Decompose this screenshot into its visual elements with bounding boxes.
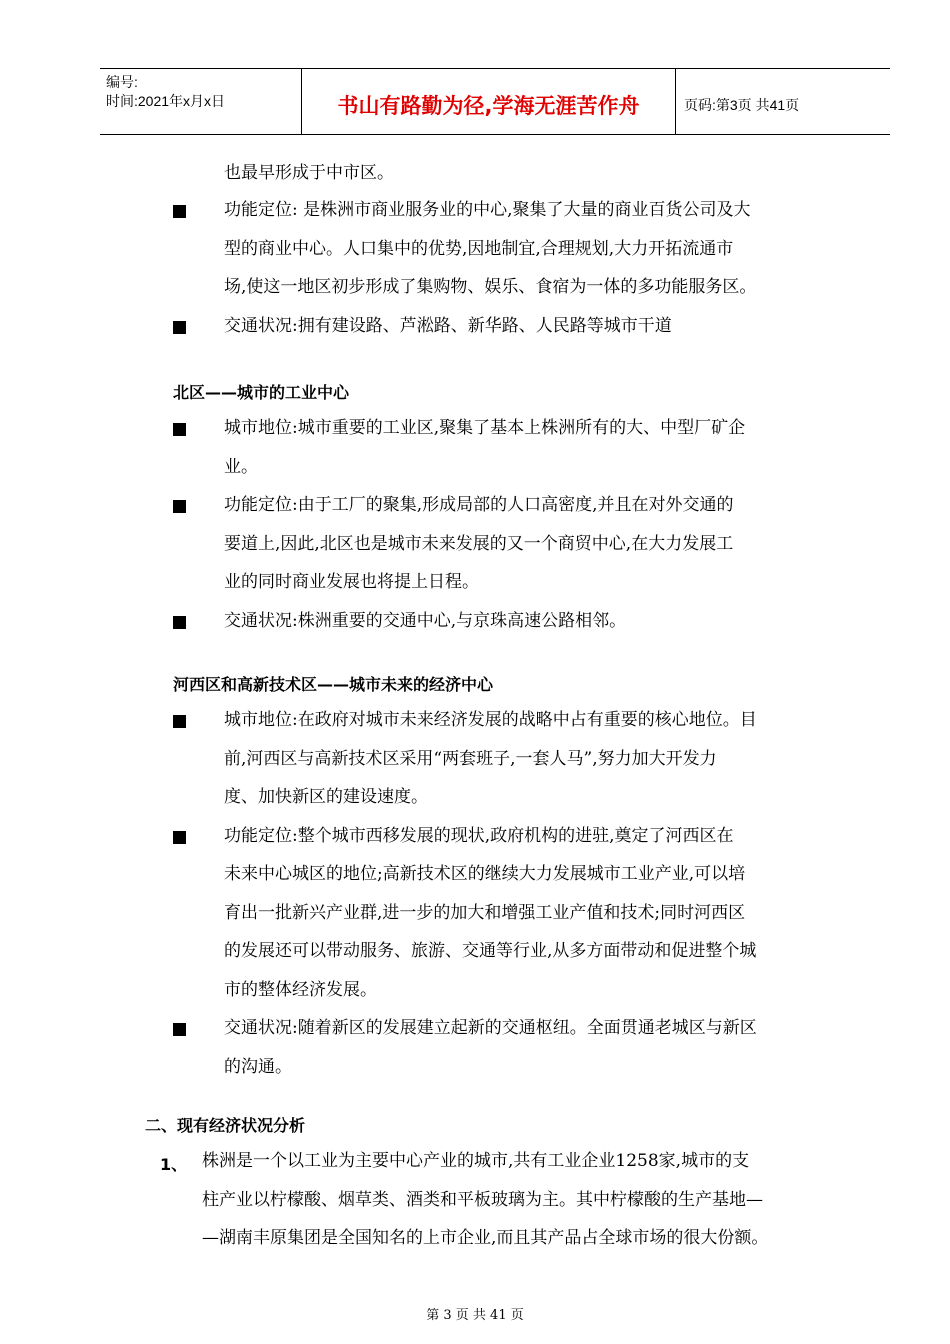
bullet-square-icon	[173, 616, 186, 629]
bullet-text-line: 城市地位:在政府对城市未来经济发展的战略中占有重要的核心地位。目	[224, 710, 757, 730]
bullet-square-icon	[173, 423, 186, 436]
bullet-text-line: 功能定位:由于工厂的聚集,形成局部的人口高密度,并且在对外交通的	[224, 495, 734, 515]
bullet-text-line: 业。	[224, 456, 258, 477]
page-header	[100, 68, 890, 135]
paragraph-line: 也最早形成于中市区。	[224, 163, 394, 183]
paragraph-line: —湖南丰原集团是全国知名的上市企业,而且其产品占全球市场的很大份额。	[202, 1228, 769, 1248]
page-footer: 第 3 页 共 41 页	[426, 1308, 524, 1323]
bullet-square-icon	[173, 500, 186, 513]
section-heading: 北区——城市的工业中心	[173, 383, 350, 402]
bullet-square-icon	[173, 831, 186, 844]
section-heading: 河西区和高新技术区——城市未来的经济中心	[173, 675, 494, 694]
bullet-text-line: 场,使这一地区初步形成了集购物、娱乐、食宿为一体的多功能服务区。	[224, 277, 757, 297]
header-motto: 书山有路勤为径,学海无涯苦作舟	[302, 69, 676, 134]
paragraph-line: 株洲是一个以工业为主要中心产业的城市,共有工业企业1258家,城市的支	[202, 1151, 750, 1171]
bullet-square-icon	[173, 321, 186, 334]
header-meta	[100, 69, 302, 134]
bullet-text-line: 的发展还可以带动服务、旅游、交通等行业,从多方面带动和促进整个城	[224, 941, 757, 961]
list-number: 1、	[160, 1155, 188, 1174]
section-heading: 二、现有经济状况分析	[145, 1116, 306, 1135]
bullet-text-line: 未来中心城区的地位;高新技术区的继续大力发展城市工业产业,可以培	[224, 864, 746, 884]
bullet-text-line: 业的同时商业发展也将提上日程。	[224, 572, 479, 592]
document-number-label: 编号:	[106, 74, 138, 90]
bullet-text-line: 交通状况:拥有建设路、芦淞路、新华路、人民路等城市干道	[224, 315, 672, 336]
bullet-text-line: 度、加快新区的建设速度。	[224, 787, 428, 807]
document-date: 时间:2021年x月x日	[106, 93, 226, 109]
bullet-text-line: 型的商业中心。人口集中的优势,因地制宜,合理规划,大力开拓流通市	[224, 238, 734, 259]
bullet-text-line: 功能定位: 是株洲市商业服务业的中心,聚集了大量的商业百货公司及大	[224, 200, 751, 220]
bullet-square-icon	[173, 715, 186, 728]
bullet-text-line: 市的整体经济发展。	[224, 979, 377, 1000]
paragraph-line: 柱产业以柠檬酸、烟草类、酒类和平板玻璃为主。其中柠檬酸的生产基地—	[202, 1189, 763, 1210]
bullet-square-icon	[173, 1023, 186, 1036]
bullet-text-line: 城市地位:城市重要的工业区,聚集了基本上株洲所有的大、中型厂矿企	[224, 418, 746, 438]
bullet-text-line: 的沟通。	[224, 1056, 292, 1077]
bullet-text-line: 交通状况:随着新区的发展建立起新的交通枢纽。全面贯通老城区与新区	[224, 1018, 757, 1038]
bullet-text-line: 功能定位:整个城市西移发展的现状,政府机构的进驻,奠定了河西区在	[224, 825, 734, 846]
header-page-info: 页码:第3页 共41页	[684, 96, 800, 113]
bullet-text-line: 交通状况:株洲重要的交通中心,与京珠高速公路相邻。	[224, 610, 627, 631]
bullet-text-line: 要道上,因此,北区也是城市未来发展的又一个商贸中心,在大力发展工	[224, 533, 734, 554]
bullet-square-icon	[173, 205, 186, 218]
bullet-text-line: 前,河西区与高新技术区采用“两套班子,一套人马”,努力加大开发力	[224, 748, 717, 769]
bullet-text-line: 育出一批新兴产业群,进一步的加大和增强工业产值和技术;同时河西区	[224, 902, 746, 923]
